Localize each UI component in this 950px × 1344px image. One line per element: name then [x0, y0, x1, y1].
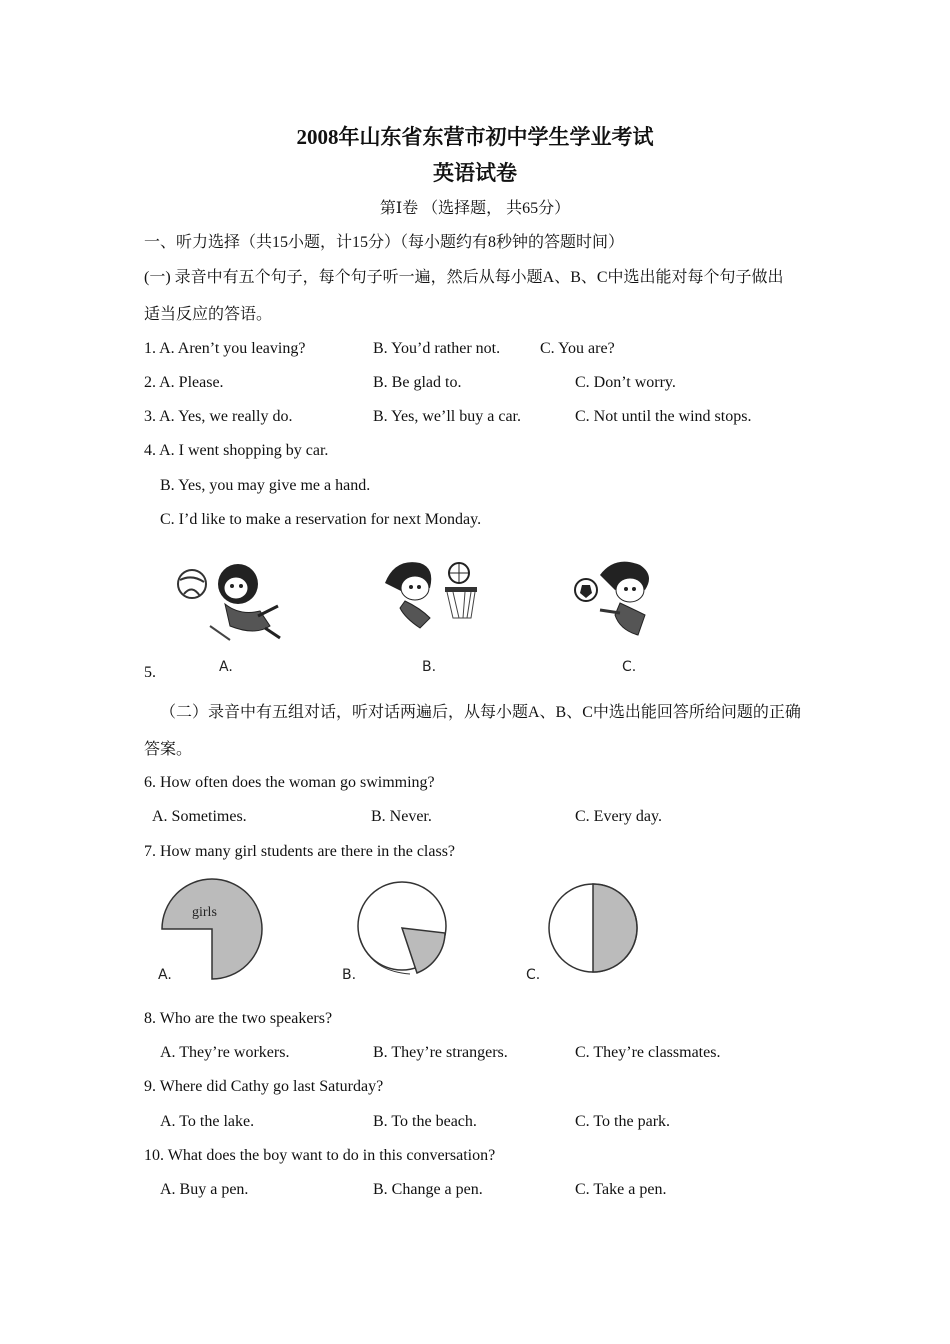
q6-option-a: A. Sometimes.	[152, 808, 247, 825]
q3-option-c: C. Not until the wind stops.	[575, 408, 752, 425]
q6-option-c: C. Every day.	[575, 808, 662, 825]
q7-label-b: B.	[342, 967, 357, 983]
q4-option-a: 4. A. I went shopping by car.	[144, 442, 329, 459]
q2-option-b: B. Be glad to.	[373, 374, 462, 391]
q1-option-b: B. You’d rather not.	[373, 340, 501, 357]
q8-option-b: B. They’re strangers.	[373, 1044, 508, 1061]
q5-picture-a-volleyball	[170, 556, 290, 651]
q1-option-a: 1. A. Aren’t you leaving?	[144, 340, 306, 357]
q5-label-b: B.	[422, 659, 437, 675]
q1-option-c: C. You are?	[540, 340, 615, 357]
part1-instructions-line1: (一) 录音中有五个句子，每个句子听一遍，然后从每小题A、B、C中选出能对每个句子做出	[144, 269, 784, 286]
part2-instructions-line1: （二）录音中有五组对话，听对话两遍后，从每小题A、B、C中选出能回答所给问题的正确	[160, 704, 801, 721]
volume-heading: 第Ⅰ卷 （选择题， 共65分）	[379, 200, 571, 217]
q9-option-a: A. To the lake.	[160, 1113, 255, 1130]
q6-question: 6. How often does the woman go swimming?	[144, 774, 435, 791]
q7-label-c: C.	[526, 967, 541, 983]
exam-subtitle: 英语试卷	[433, 161, 517, 185]
q10-option-a: A. Buy a pen.	[160, 1181, 249, 1198]
part1-instructions-line2: 适当反应的答语。	[144, 306, 273, 323]
q9-option-b: B. To the beach.	[373, 1113, 477, 1130]
q10-option-c: C. Take a pen.	[575, 1181, 667, 1198]
q5-picture-b-basketball	[375, 553, 485, 638]
q4-option-c: C. I’d like to make a reservation for next Monday.	[160, 511, 482, 528]
exam-title: 2008年山东省东营市初中学生学业考试	[296, 125, 654, 149]
q7-pie-a-girls-label: girls	[192, 905, 217, 920]
q5-picture-c-football	[570, 555, 670, 640]
q5-label-a: A.	[219, 659, 233, 675]
q5-label-c: C.	[622, 659, 637, 675]
q8-option-c: C. They’re classmates.	[575, 1044, 721, 1061]
part2-instructions-line2: 答案。	[144, 741, 193, 758]
q4-option-b: B. Yes, you may give me a hand.	[160, 477, 371, 494]
q10-question: 10. What does the boy want to do in this conversation?	[144, 1147, 496, 1164]
section-heading: 一、听力选择（共15小题，计15分）（每小题约有8秒钟的答题时间）	[144, 234, 625, 251]
q6-option-b: B. Never.	[371, 808, 432, 825]
q7-pie-b-one-sixth	[355, 876, 450, 980]
q9-question: 9. Where did Cathy go last Saturday?	[144, 1078, 384, 1095]
q10-option-b: B. Change a pen.	[373, 1181, 483, 1198]
q5-number: 5.	[144, 664, 156, 681]
q3-option-a: 3. A. Yes, we really do.	[144, 408, 293, 425]
q8-option-a: A. They’re workers.	[160, 1044, 290, 1061]
q7-question: 7. How many girl students are there in the class?	[144, 843, 456, 860]
q7-pie-a-three-quarters	[160, 876, 265, 984]
q3-option-b: B. Yes, we’ll buy a car.	[373, 408, 521, 425]
q7-label-a: A.	[158, 967, 172, 983]
q7-pie-c-half	[546, 876, 641, 980]
q2-option-c: C. Don’t worry.	[575, 374, 676, 391]
q9-option-c: C. To the park.	[575, 1113, 671, 1130]
q2-option-a: 2. A. Please.	[144, 374, 224, 391]
q8-question: 8. Who are the two speakers?	[144, 1010, 333, 1027]
